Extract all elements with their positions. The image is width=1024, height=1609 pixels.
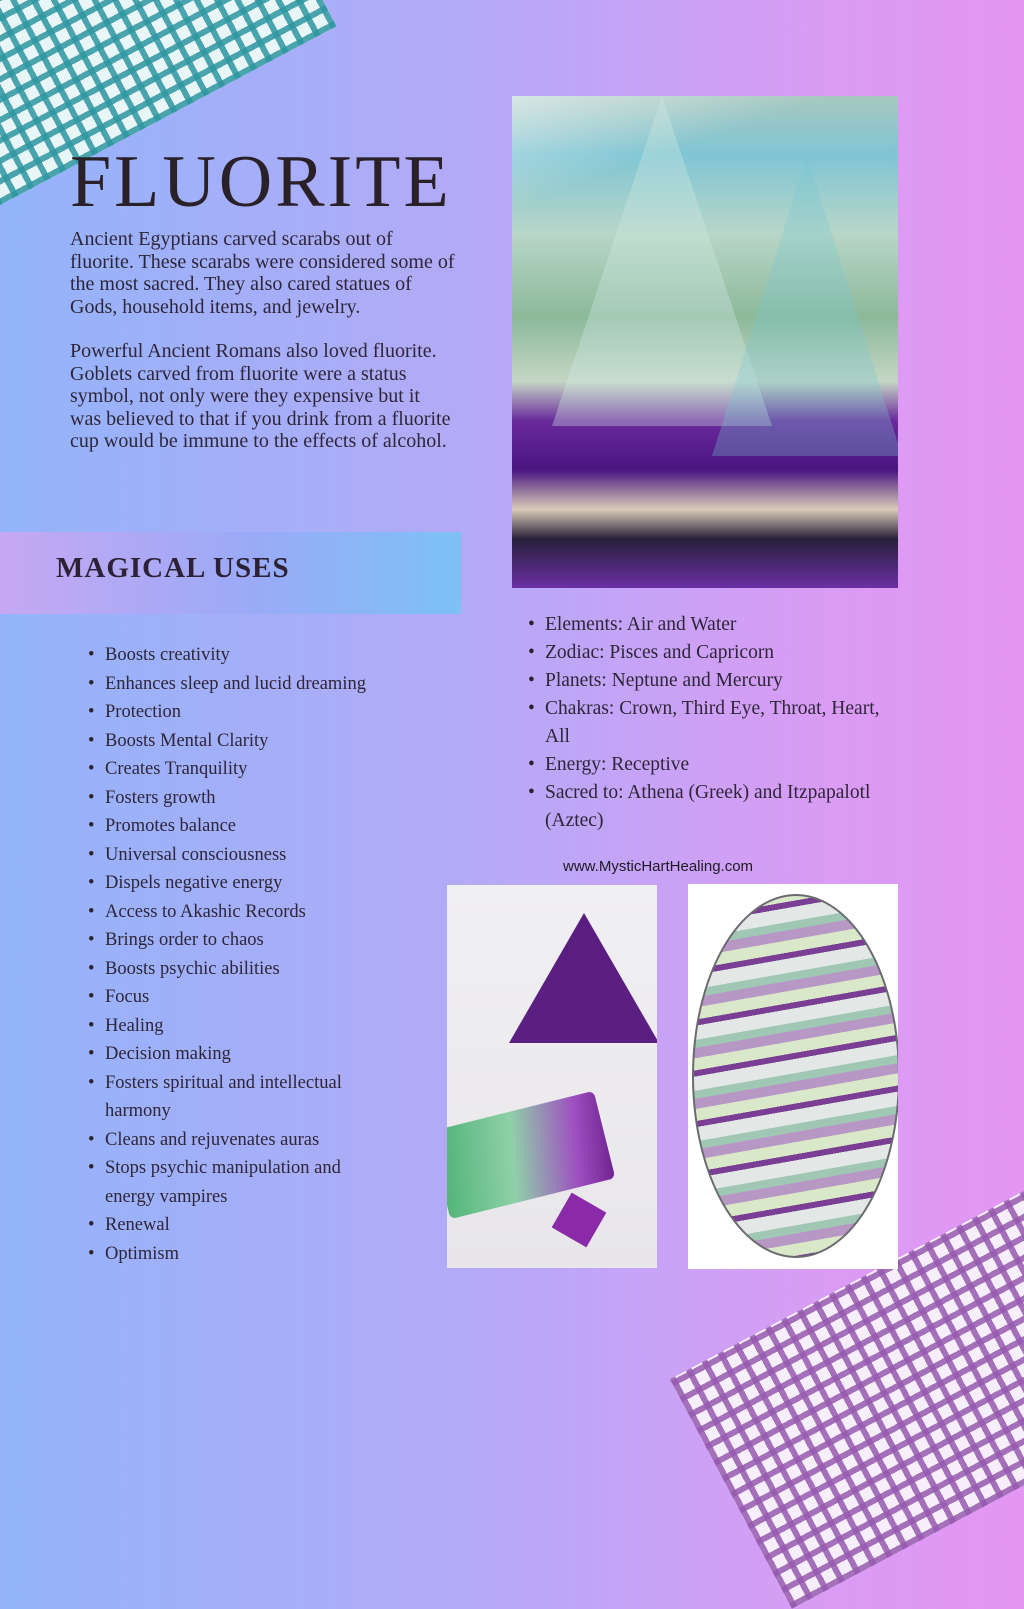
website-link[interactable]: www.MysticHartHealing.com (563, 858, 754, 875)
property-item: • Planets: Neptune and Mercury (528, 667, 888, 695)
banded-fluorite-oval (692, 894, 898, 1258)
intro-paragraph-1: Ancient Egyptians carved scarabs out of fluorite. These scarabs were considered some of the most sacred. They also cared statues of Gods, household items, and jewelry. (70, 228, 455, 318)
property-item: • Zodiac: Pisces and Capricorn (528, 639, 888, 667)
list-item: • Brings order to chaos (88, 926, 388, 955)
page-title: FLUORITE (70, 141, 452, 223)
list-item: • Stops psychic manipulation and energy vampires (88, 1154, 388, 1211)
list-item: • Creates Tranquility (88, 755, 388, 784)
pyramid-crystal-shape (509, 913, 657, 1043)
list-item: • Cleans and rejuvenates auras (88, 1126, 388, 1155)
list-item: • Focus (88, 983, 388, 1012)
octahedron-gem-shape (552, 1193, 607, 1248)
list-item: • Boosts Mental Clarity (88, 727, 388, 756)
list-item: • Protection (88, 698, 388, 727)
list-item: • Access to Akashic Records (88, 898, 388, 927)
properties-list (528, 611, 888, 835)
list-item: • Boosts creativity (88, 641, 388, 670)
list-item: • Renewal (88, 1211, 388, 1240)
crystal-shard-shape (712, 156, 898, 456)
list-item: • Promotes balance (88, 812, 388, 841)
crystal-wand-shape (447, 1091, 615, 1219)
magical-uses-heading: MAGICAL USES (56, 552, 290, 584)
list-item: • Fosters growth (88, 784, 388, 813)
intro-text (70, 228, 455, 475)
list-item: • Fosters spiritual and intellectual harmony (88, 1069, 388, 1126)
property-item: • Elements: Air and Water (528, 611, 888, 639)
magical-uses-list (88, 641, 388, 1268)
property-item: • Sacred to: Athena (Greek) and Itzpapalotl (Aztec) (528, 779, 888, 835)
property-item: • Chakras: Crown, Third Eye, Throat, Heart, All (528, 695, 888, 751)
list-item: • Enhances sleep and lucid dreaming (88, 670, 388, 699)
list-item: • Decision making (88, 1040, 388, 1069)
fluorite-crystal-photo (512, 96, 898, 588)
list-item: • Universal consciousness (88, 841, 388, 870)
list-item: • Dispels negative energy (88, 869, 388, 898)
intro-paragraph-2: Powerful Ancient Romans also loved fluorite. Goblets carved from fluorite were a status symbol, not only were they expensive but it was believed to that if you drink from a fluorite cup would be immune to the effects of alcohol. (70, 340, 451, 452)
property-item: • Energy: Receptive (528, 751, 888, 779)
fluorite-points-photo (447, 885, 657, 1268)
list-item: • Boosts psychic abilities (88, 955, 388, 984)
list-item: • Optimism (88, 1240, 388, 1269)
fluorite-slice-photo (688, 884, 898, 1269)
list-item: • Healing (88, 1012, 388, 1041)
